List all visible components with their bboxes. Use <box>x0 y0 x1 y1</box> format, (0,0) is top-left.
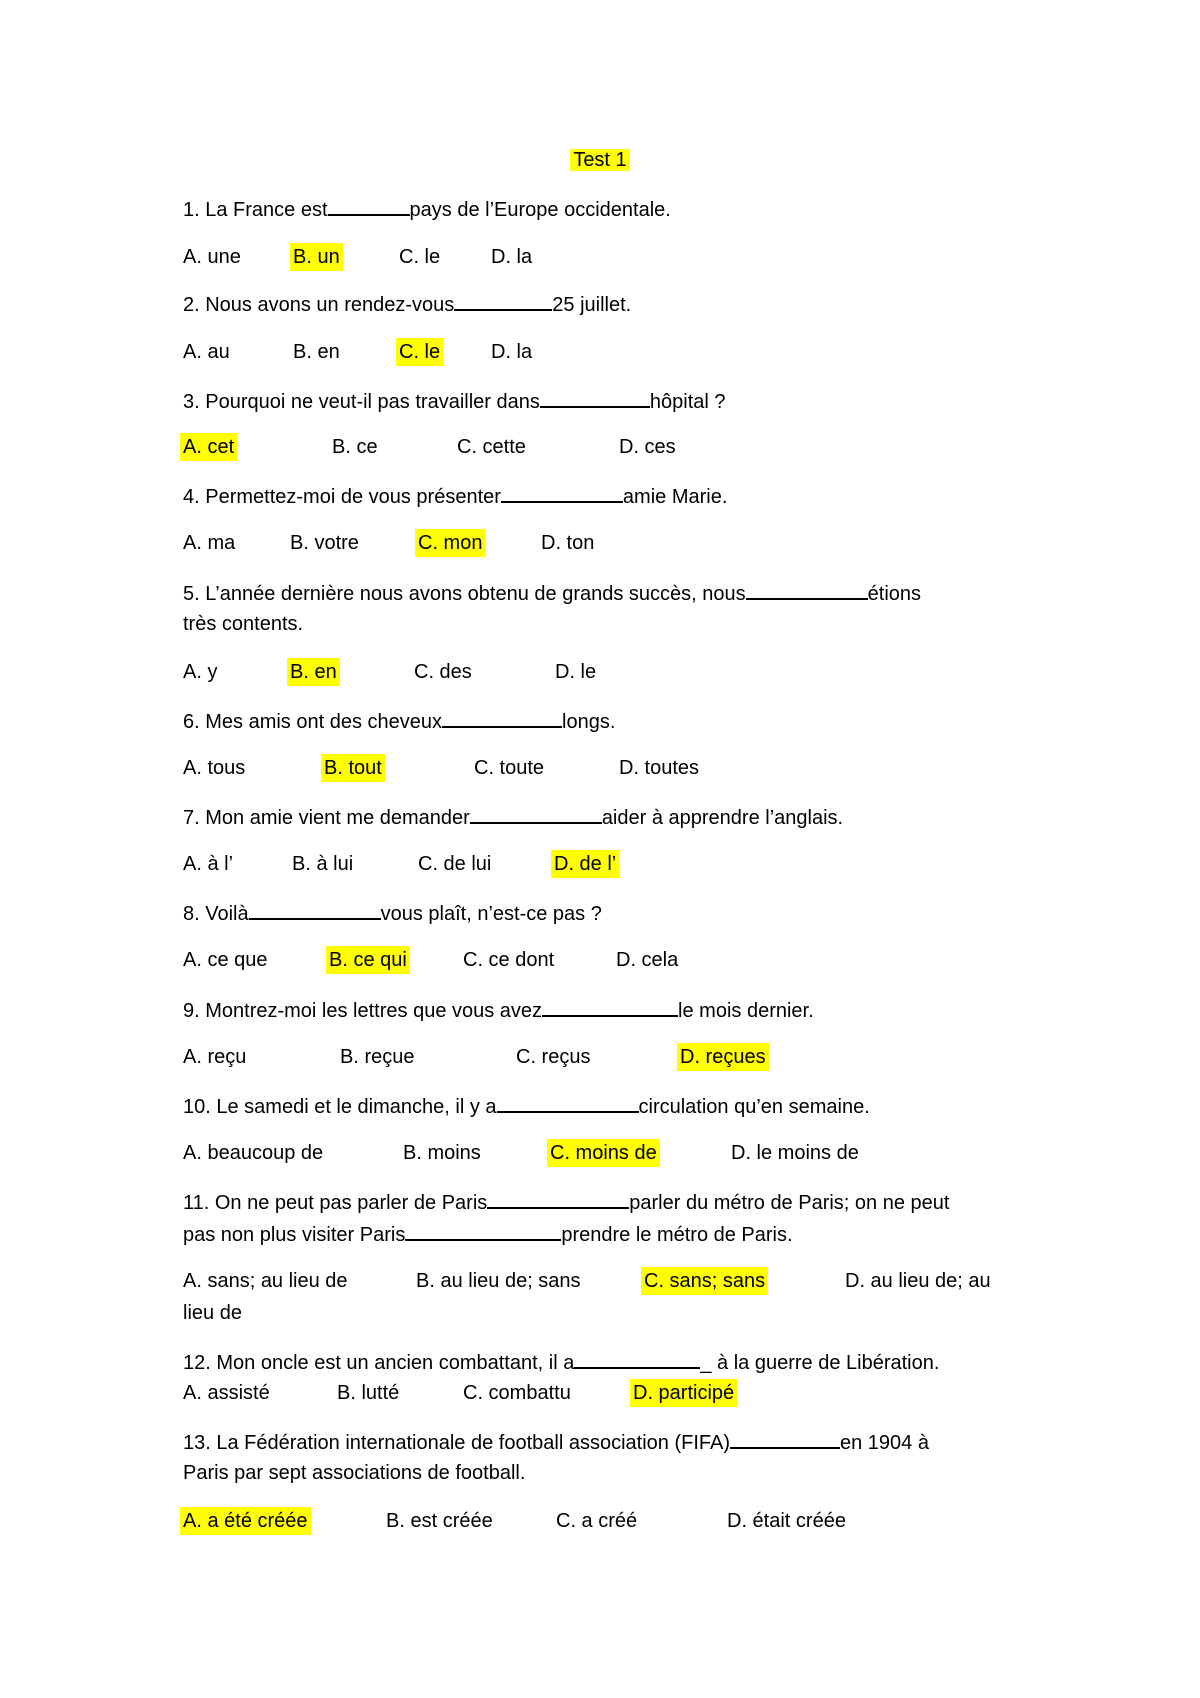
question-7-stem-after: aider à apprendre l’anglais. <box>601 807 844 829</box>
option-d-continued: lieu de <box>183 1302 242 1324</box>
question-5-line-2: très contents. <box>183 613 304 635</box>
option-b[interactable]: B. est créée <box>386 1510 493 1532</box>
question-8 <box>183 898 602 928</box>
option-d[interactable]: D. la <box>491 341 533 363</box>
option-b[interactable]: B. ce <box>332 436 378 458</box>
option-c-correct[interactable]: C. le <box>396 338 443 366</box>
option-a[interactable]: A. au <box>183 341 230 363</box>
option-a-correct[interactable]: A. cet <box>180 433 237 461</box>
question-5-stem-before: 5. L’année dernière nous avons obtenu de grands succès, nous <box>183 583 746 605</box>
answer-blank <box>454 289 552 311</box>
answer-blank <box>501 481 623 503</box>
question-13-line-2: Paris par sept associations de football. <box>183 1462 526 1484</box>
option-a[interactable]: A. assisté <box>183 1382 270 1404</box>
option-c[interactable]: C. le <box>399 246 441 268</box>
option-c[interactable]: C. combattu <box>463 1382 571 1404</box>
question-2-stem-after: 25 juillet. <box>552 294 632 316</box>
answer-blank <box>730 1427 840 1449</box>
option-d-correct[interactable]: D. participé <box>630 1379 737 1407</box>
option-b-correct[interactable]: B. tout <box>321 754 385 782</box>
option-b[interactable]: B. votre <box>290 532 359 554</box>
question-9-stem-after: le mois dernier. <box>678 1000 814 1022</box>
option-c[interactable]: C. a créé <box>556 1510 638 1532</box>
answer-blank <box>249 898 381 920</box>
question-10-stem-after: circulation qu’en semaine. <box>638 1096 870 1118</box>
question-11 <box>183 1187 949 1217</box>
question-7-stem-before: 7. Mon amie vient me demander <box>183 807 470 829</box>
question-4 <box>183 481 727 511</box>
question-11-line-2-after: prendre le métro de Paris. <box>561 1224 793 1246</box>
option-d[interactable]: D. cela <box>616 949 679 971</box>
option-c[interactable]: C. de lui <box>418 853 492 875</box>
question-6 <box>183 706 615 736</box>
question-11-line-2-before: pas non plus visiter Paris <box>183 1224 406 1246</box>
question-9-stem-before: 9. Montrez-moi les lettres que vous avez <box>183 1000 543 1022</box>
question-7 <box>183 802 843 832</box>
page-title-text: Test 1 <box>570 149 629 171</box>
question-9 <box>183 995 814 1025</box>
option-c[interactable]: C. cette <box>457 436 526 458</box>
option-c[interactable]: C. toute <box>474 757 545 779</box>
option-a[interactable]: A. sans; au lieu de <box>183 1270 348 1292</box>
option-b[interactable]: B. moins <box>403 1142 481 1164</box>
question-6-stem-before: 6. Mes amis ont des cheveux <box>183 711 443 733</box>
option-b[interactable]: B. reçue <box>340 1046 415 1068</box>
option-b-correct[interactable]: B. un <box>290 243 343 271</box>
question-3-stem-after: hôpital ? <box>649 391 726 413</box>
question-10-stem-before: 10. Le samedi et le dimanche, il y a <box>183 1096 497 1118</box>
option-a[interactable]: A. y <box>183 661 218 683</box>
option-c[interactable]: C. des <box>414 661 472 683</box>
option-a[interactable]: A. reçu <box>183 1046 247 1068</box>
answer-blank <box>470 802 602 824</box>
option-d[interactable]: D. toutes <box>619 757 700 779</box>
answer-blank <box>574 1347 700 1369</box>
question-1 <box>183 194 671 224</box>
question-12 <box>183 1347 939 1377</box>
option-a[interactable]: A. ma <box>183 532 236 554</box>
answer-blank <box>542 995 678 1017</box>
question-12-stem-after: _ à la guerre de Libération. <box>700 1352 940 1374</box>
option-c-correct[interactable]: C. sans; sans <box>641 1267 768 1295</box>
option-b[interactable]: B. en <box>293 341 340 363</box>
option-a-correct[interactable]: A. a été créée <box>180 1507 311 1535</box>
option-d-correct[interactable]: D. reçues <box>677 1043 769 1071</box>
option-d[interactable]: D. ces <box>619 436 676 458</box>
question-3 <box>183 386 726 416</box>
question-8-stem-before: 8. Voilà <box>183 903 249 925</box>
option-a[interactable]: A. beaucoup de <box>183 1142 324 1164</box>
question-13-stem-before: 13. La Fédération internationale de football association (FIFA) <box>183 1432 730 1454</box>
answer-blank <box>487 1187 629 1209</box>
question-5-stem-after: étions <box>867 583 922 605</box>
option-b[interactable]: B. au lieu de; sans <box>416 1270 581 1292</box>
option-d[interactable]: D. le moins de <box>731 1142 859 1164</box>
question-10 <box>183 1091 870 1121</box>
question-13-stem-after: en 1904 à <box>840 1432 929 1454</box>
option-d-correct[interactable]: D. de l’ <box>551 850 619 878</box>
option-c-correct[interactable]: C. mon <box>415 529 485 557</box>
option-a[interactable]: A. une <box>183 246 241 268</box>
question-2 <box>183 289 631 319</box>
option-c[interactable]: C. reçus <box>516 1046 591 1068</box>
question-1-stem-before: 1. La France est <box>183 199 328 221</box>
question-1-stem-after: pays de l’Europe occidentale. <box>409 199 671 221</box>
option-b-correct[interactable]: B. en <box>287 658 340 686</box>
option-a[interactable]: A. à l’ <box>183 853 234 875</box>
answer-blank <box>746 578 868 600</box>
answer-blank <box>497 1091 639 1113</box>
option-a[interactable]: A. ce que <box>183 949 268 971</box>
page-title <box>0 146 1200 174</box>
option-a[interactable]: A. tous <box>183 757 246 779</box>
option-d[interactable]: D. était créée <box>727 1510 846 1532</box>
question-5 <box>183 578 921 608</box>
question-8-stem-after: vous plaît, n’est-ce pas ? <box>380 903 602 925</box>
question-4-stem-after: amie Marie. <box>622 486 728 508</box>
option-b[interactable]: B. lutté <box>337 1382 400 1404</box>
option-d[interactable]: D. au lieu de; au <box>845 1270 991 1292</box>
question-13 <box>183 1427 929 1457</box>
option-d[interactable]: D. la <box>491 246 533 268</box>
answer-blank <box>540 386 650 408</box>
question-11-line-2 <box>183 1219 793 1249</box>
option-b[interactable]: B. à lui <box>292 853 354 875</box>
option-d[interactable]: D. ton <box>541 532 595 554</box>
answer-blank <box>328 194 410 216</box>
answer-blank <box>405 1219 561 1241</box>
question-2-stem-before: 2. Nous avons un rendez-vous <box>183 294 455 316</box>
answer-blank <box>442 706 562 728</box>
option-b-correct[interactable]: B. ce qui <box>326 946 410 974</box>
question-11-stem-after: parler du métro de Paris; on ne peut <box>629 1192 950 1214</box>
option-c[interactable]: C. ce dont <box>463 949 555 971</box>
question-11-stem-before: 11. On ne peut pas parler de Paris <box>183 1192 488 1214</box>
question-12-stem-before: 12. Mon oncle est un ancien combattant, il a <box>183 1352 575 1374</box>
option-c-correct[interactable]: C. moins de <box>547 1139 660 1167</box>
question-3-stem-before: 3. Pourquoi ne veut-il pas travailler dans <box>183 391 540 413</box>
question-6-stem-after: longs. <box>562 711 616 733</box>
question-4-stem-before: 4. Permettez-moi de vous présenter <box>183 486 501 508</box>
option-d[interactable]: D. le <box>555 661 597 683</box>
